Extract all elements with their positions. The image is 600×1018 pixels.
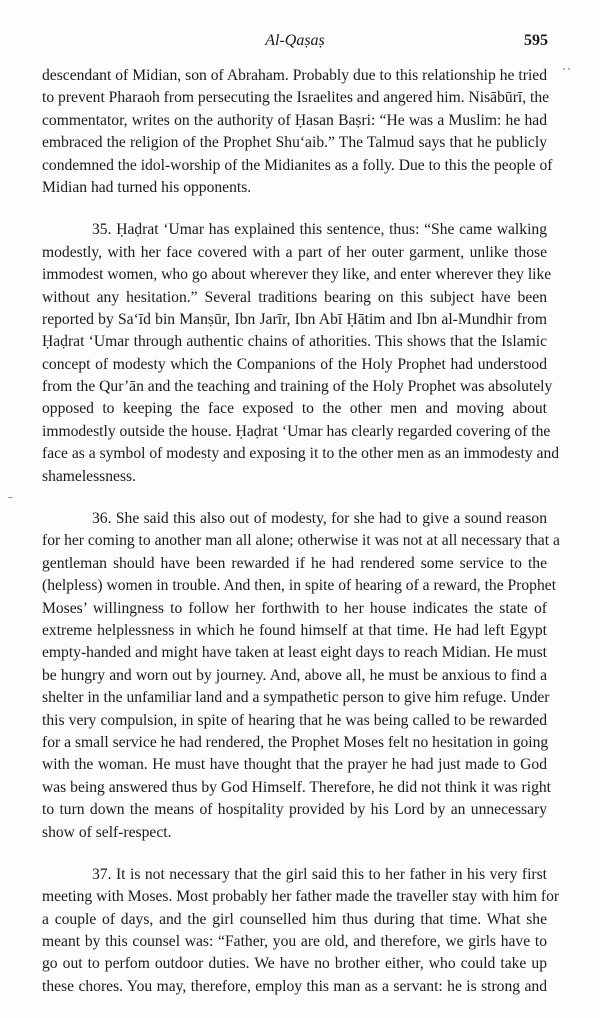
- text-line: condemned the idol-worship of the Midianites as a folly. Due to this the people of: [42, 156, 553, 174]
- text-line: to turn down the means of hospitality provided by his Lord by an unnecessary: [42, 801, 547, 819]
- text-line: for her coming to another man all alone; otherwise it was not at all necessary that a: [42, 532, 560, 550]
- text-line: reported by Sa‘īd bin Manṣūr, Ibn Jarīr, Ibn Abī Ḥātim and Ibn al-Mundhir from: [42, 310, 547, 328]
- paragraph: [42, 864, 560, 998]
- text-line: modestly, with her face covered with a part of her outer garment, unlike those: [42, 243, 547, 261]
- text-line: descendant of Midian, son of Abraham. Probably due to this relationship he tried: [42, 67, 547, 84]
- text-line: without any hesitation.” Several traditions bearing on this subject have been: [42, 288, 547, 306]
- text-line: immodest women, who go about wherever they like, and enter wherever they like: [42, 266, 552, 284]
- page-header: [42, 32, 548, 54]
- paragraph: [42, 508, 560, 844]
- text-line: concept of modesty which the Companions of the Holy Prophet had understood: [42, 355, 547, 373]
- text-line: commentator, writes on the authority of Ḥasan Baṣri: “He was a Muslim: he had: [42, 111, 547, 129]
- text-line: extreme helplessness in which he found himself at that time. He had left Egypt: [42, 621, 547, 639]
- text-line: gentleman should have been rewarded if he had rendered some service to the: [42, 554, 547, 572]
- page-body: [42, 65, 560, 1018]
- text-line: be hungry and worn out by journey. And, above all, he must be anxious to find a: [42, 666, 547, 684]
- text-line: 36. She said this also out of modesty, for she had to give a sound reason: [92, 510, 547, 528]
- text-line: go out to perfom outdoor duties. We have no brother either, who could take up: [42, 955, 547, 973]
- text-line: meant by this counsel was: “Father, you are old, and therefore, we girls have to: [42, 933, 547, 951]
- text-line: 35. Ḥaḍrat ‘Umar has explained this sentence, thus: “She came walking: [92, 221, 547, 239]
- text-line: from the Qur’ān and the teaching and training of the Holy Prophet was absolutely: [42, 378, 553, 396]
- text-line: 37. It is not necessary that the girl said this to her father in his very first: [92, 865, 547, 883]
- paragraph: [42, 65, 553, 199]
- running-title: Al-Qaṣaṣ: [265, 32, 325, 49]
- text-line: Ḥaḍrat ‘Umar through authentic chains of athorities. This shows that the Islamic: [42, 333, 547, 351]
- text-line: show of self-respect.: [42, 823, 172, 841]
- scan-speck: [568, 68, 570, 70]
- text-line: shelter in the unfamiliar land and a sympathetic person to give him refuge. Under: [42, 689, 550, 707]
- text-line: (helpless) women in trouble. And then, in spite of hearing of a reward, the Prophet: [42, 577, 557, 595]
- text-line: immodestly outside the house. Ḥaḍrat ‘Umar has clearly regarded covering of the: [42, 422, 551, 440]
- text-line: this very compulsion, in spite of hearing that he was being called to be rewarded: [42, 711, 547, 729]
- text-line: empty-handed and might have taken at least eight days to reach Midian. He must: [42, 644, 547, 662]
- text-line: Midian had turned his opponents.: [42, 178, 252, 196]
- text-line: Moses’ willingness to follow her forthwith to her house indicates the state of: [42, 599, 547, 617]
- text-line: opposed to keeping the face exposed to the other men and moving about: [42, 400, 547, 418]
- text-line: face as a symbol of modesty and exposing it to the other men as an immodesty and: [42, 445, 560, 463]
- text-line: was being answered thus by God Himself. Therefore, he did not think it was right: [42, 778, 552, 796]
- text-line: with the woman. He must have thought that the prayer he had just made to God: [42, 756, 547, 774]
- page-number: 595: [524, 32, 548, 49]
- scan-speck: [8, 497, 13, 498]
- text-line: to prevent Pharaoh from persecuting the Israelites and angered him. Nisābūrī, the: [42, 89, 550, 107]
- text-line: shamelessness.: [42, 467, 136, 485]
- text-line: embraced the religion of the Prophet Shu‘aib.” The Talmud says that he publicly: [42, 134, 547, 152]
- text-line: a couple of days, and the girl counselled him thus during that time. What she: [42, 910, 547, 928]
- text-line: meeting with Moses. Most probably her father made the traveller stay with him for: [42, 888, 560, 906]
- text-line: these chores. You may, therefore, employ this man as a servant: he is strong and: [42, 977, 547, 995]
- text-line: for a small service he had rendered, the Prophet Moses felt no hesitation in going: [42, 733, 549, 751]
- paragraph: [42, 219, 560, 488]
- scan-speck: [563, 68, 565, 70]
